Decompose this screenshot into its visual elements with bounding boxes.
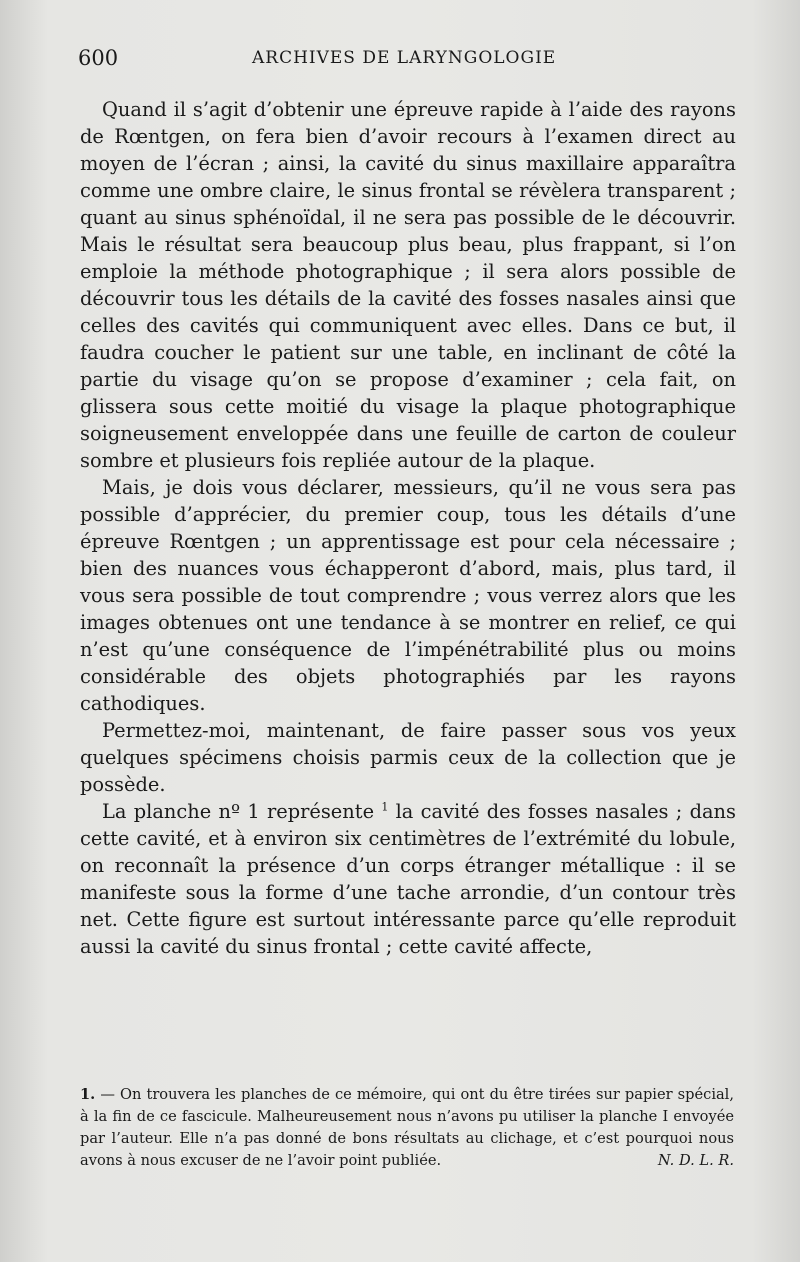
page-header xyxy=(78,46,738,76)
paragraph-4 xyxy=(80,798,736,960)
footnote-paragraph xyxy=(80,1084,734,1172)
footnote-text: — On trouvera les planches de ce mémoire, qui ont du être tirées sur papier spécial, à la fin de ce fascicule. Malheureusement nous n’avons pu utiliser la planche I envoyée par l’auteur. Elle n’a pas donné de bons résultats au clichage, et c’est pourquoi nous avons à nous excuser de ne l’avoir point publiée. xyxy=(80,1086,734,1169)
body-text xyxy=(80,96,736,960)
footnote xyxy=(80,1084,734,1172)
paragraph-3: Permettez-moi, maintenant, de faire passer sous vos yeux quelques spécimens choisis parmis ceux de la collection que je possède. xyxy=(80,719,736,796)
paragraph-4-rest: la cavité des fosses nasales ; dans cette cavité, et à environ six centimètres de l’extrémité du lobule, on reconnaît la présence d’un corps étranger métallique : il se manifeste sous la forme d’une tache arrondie, d’un contour très net. Cette figure est surtout intéressante parce qu’elle reproduit aussi la cavité du sinus frontal ; cette cavité affecte, xyxy=(80,800,736,958)
paragraph-1: Quand il s’agit d’obtenir une épreuve rapide à l’aide des rayons de Rœntgen, on fera bien d’avoir recours à l’examen direct au moyen de l’écran ; ainsi, la cavité du sinus maxillaire apparaîtra comme une ombre claire, le sinus frontal se révèlera transparent ; quant au sinus sphénoïdal, il ne sera pas possible de le découvrir. Mais le résultat sera beaucoup plus beau, plus frappant, si l’on emploie la méthode photographique ; il sera alors possible de découvrir tous les détails de la cavité des fosses nasales ainsi que celles des cavités qui communiquent avec elles. Dans ce but, il faudra coucher le patient sur une table, en inclinant de côté la partie du visage qu’on se propose d’examiner ; cela fait, on glissera sous cette moitié du visage la plaque photographique soigneusement enveloppée dans une feuille de carton de couleur sombre et plusieurs fois repliée autour de la plaque. xyxy=(80,98,736,472)
paragraph-2: Mais, je dois vous déclarer, messieurs, qu’il ne vous sera pas possible d’apprécier, du premier coup, tous les détails d’une épreuve Rœntgen ; un apprentissage est pour cela nécessaire ; bien des nuances vous échapperont d’abord, mais, plus tard, il vous sera possible de tout comprendre ; vous verrez alors que les images obtenues ont une tendance à se montrer en relief, ce qui n’est qu’une conséquence de l’impénétrabilité plus ou moins considérable des objets photographiés par les rayons cathodiques. xyxy=(80,476,736,715)
paragraph-4-start: La planche nº 1 représente xyxy=(102,800,375,823)
footnote-signature: N. D. L. R. xyxy=(657,1152,734,1169)
page-number: 600 xyxy=(78,46,119,70)
running-title: ARCHIVES DE LARYNGOLOGIE xyxy=(252,48,557,68)
footnote-label: 1. xyxy=(80,1086,96,1103)
footnote-reference[interactable]: 1 xyxy=(381,800,389,814)
